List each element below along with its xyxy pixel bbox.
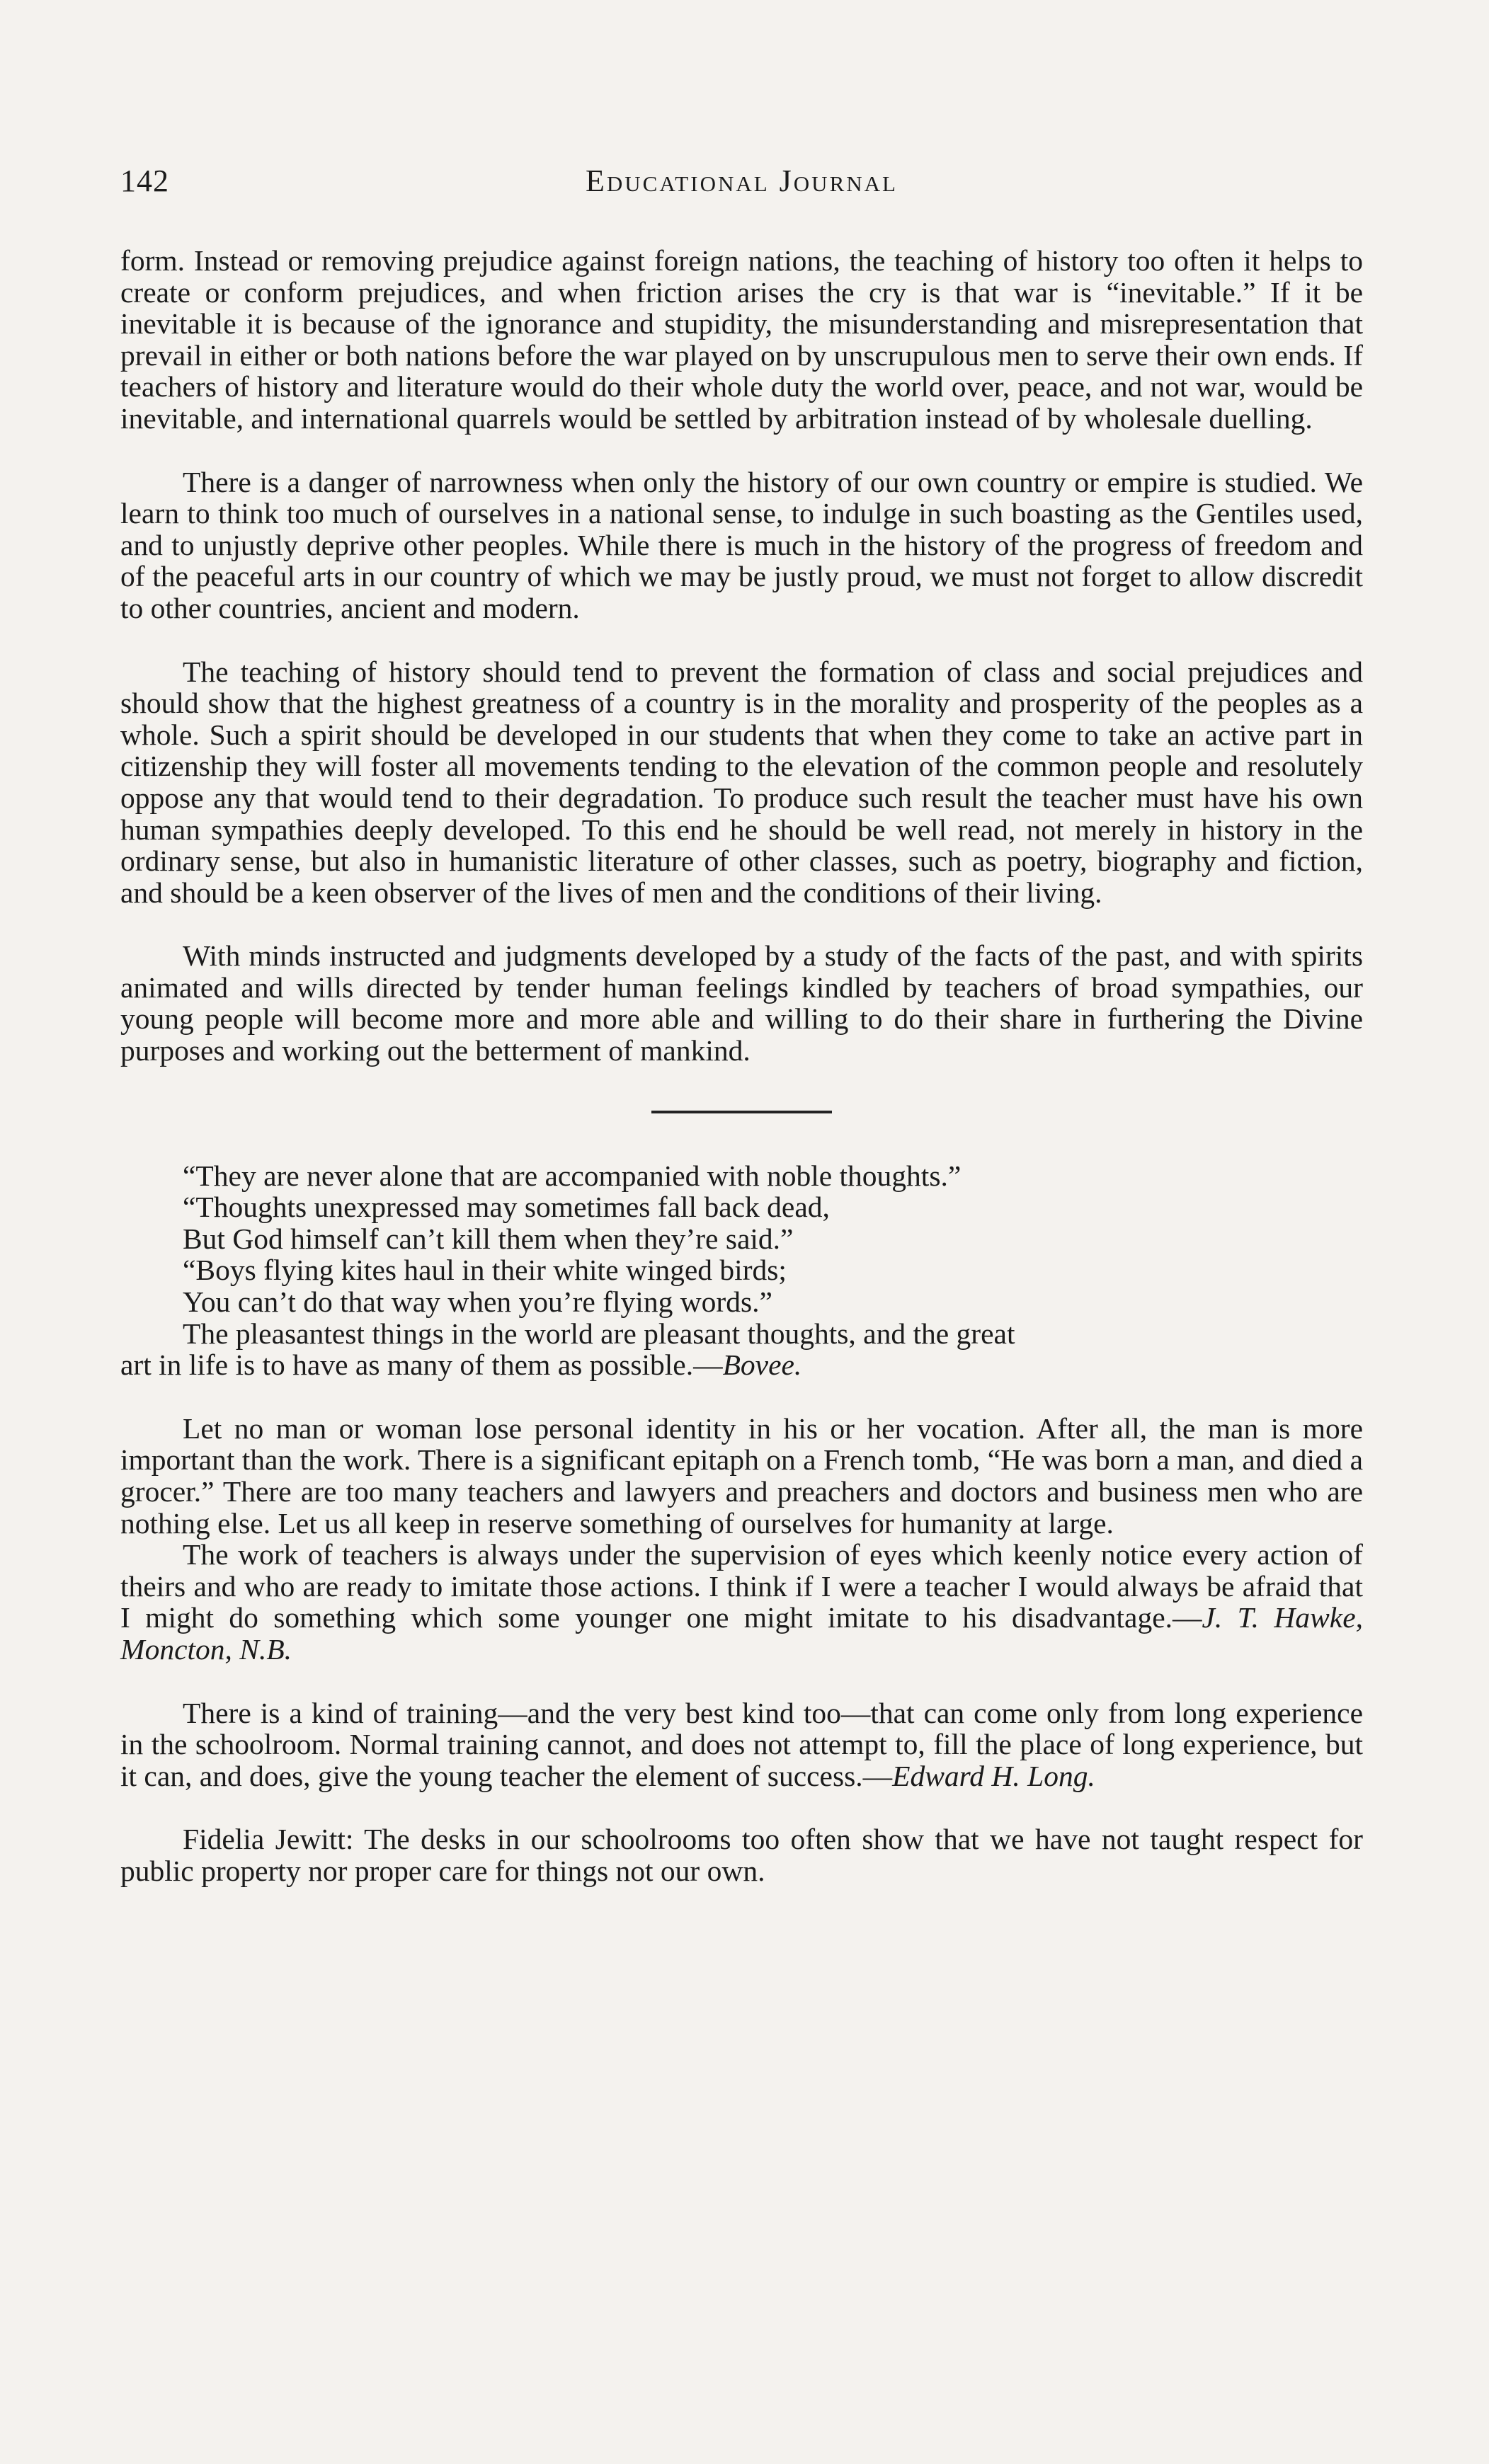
quote-block — [183, 1160, 1363, 1350]
quote-last-line-text: art in life is to have as many of them as possible.— — [120, 1348, 723, 1382]
quote-line: “They are never alone that are accompanied with noble thoughts.” — [183, 1159, 962, 1192]
quote-last-line — [120, 1349, 1363, 1381]
paragraph-minds-instructed: With minds instructed and judgments developed by a study of the facts of the past, and with spirits animated and wills directed by tender human feelings kindled by teachers of broad sympathies, our young people will become more and more able and willing to do their share in furthering the Divine purposes and working out the betterment of mankind. — [120, 939, 1363, 1067]
quote-line: You can’t do that way when you’re flying words.” — [183, 1285, 772, 1319]
page-number: 142 — [120, 164, 169, 198]
paragraph-personal-identity: Let no man or woman lose personal identity in his or her vocation. After all, the man is more important than the work. There is a significant epitaph on a French tomb, “He was born a man, and died a grocer.” There are too many teachers and lawyers and preachers and doctors and business men who are nothing else. Let us all keep in reserve something of ourselves for humanity at large. — [120, 1411, 1363, 1540]
page-header — [120, 163, 1363, 205]
quote-line: “Thoughts unexpressed may sometimes fall back dead, — [183, 1191, 830, 1224]
long-attribution: Edward H. Long. — [892, 1759, 1095, 1792]
section-divider — [651, 1111, 832, 1113]
paragraph-work-of-teachers-text: The work of teachers is always under the supervision of eyes which keenly notice every action of theirs and who are ready to imitate those actions. I think if I were a teacher I would always be afraid that I might do something which some younger one might imitate to his disadvantage.— — [120, 1538, 1363, 1634]
paragraph-class-prejudices: The teaching of history should tend to prevent the formation of class and social prejudices and should show that the highest greatness of a country is in the morality and prosperity of the peoples as a whole. Such a spirit should be developed in our students that when they come to take an active part in citizenship they will foster all movements tending to the elevation of the common people and resolutely oppose any that would tend to their degradation. To produce such result the teacher must have his own human sympathies deeply developed. To this end he should be well read, not merely in history in the ordinary sense, but also in humanistic literature of other classes, such as poetry, biography and fiction, and should be a keen observer of the lives of men and the conditions of their living. — [120, 655, 1363, 909]
quote-line: But God himself can’t kill them when they’re said.” — [183, 1222, 794, 1255]
running-head: Educational Journal — [586, 164, 898, 198]
quote-line: The pleasantest things in the world are pleasant thoughts, and the great — [183, 1317, 1015, 1350]
hawke-attribution: J. T. Hawke, Moncton, N.B. — [120, 1601, 1363, 1666]
paragraph-work-of-teachers — [120, 1539, 1363, 1665]
paragraph-fidelia-jewitt: Fidelia Jewitt: The desks in our schoolrooms too often show that we have not taught respect for public property nor proper care for things not our own. — [120, 1823, 1363, 1887]
quote-line: “Boys flying kites haul in their white winged birds; — [183, 1254, 787, 1287]
paragraph-training-text: There is a kind of training—and the very best kind too—that can come only from long experience in the schoolroom. Normal training cannot, and does not attempt to, fill the place of long experience, but it can, and does, give the young teacher the element of success.— — [120, 1696, 1363, 1792]
paragraph-narrowness: There is a danger of narrowness when only the history of our own country or empire is studied. We learn to think too much of ourselves in a national sense, to indulge in such boasting as the Gentiles used, and to unjustly deprive other peoples. While there is much in the history of the progress of freedom and of the peaceful arts in our country of which we may be justly proud, we must not forget to allow discredit to other countries, ancient and modern. — [120, 465, 1363, 624]
paragraph-training — [120, 1697, 1363, 1792]
journal-page — [120, 163, 1363, 1887]
quote-attribution: Bovee. — [722, 1348, 802, 1382]
paragraph-war-inevitable: form. Instead or removing prejudice against foreign nations, the teaching of history too often it helps to create or conform prejudices, and when friction arises the cry is that war is “inevitable.” If it be inevitable it is because of the ignorance and stupidity, the misunderstanding and misrepresentation that prevail in either or both nations before the war played on by unscrupulous men to serve their own ends. If teachers of history and literature would do their whole duty the world over, peace, and not war, would be inevitable, and international quarrels would be settled by arbitration instead of by wholesale duelling. — [120, 244, 1363, 435]
